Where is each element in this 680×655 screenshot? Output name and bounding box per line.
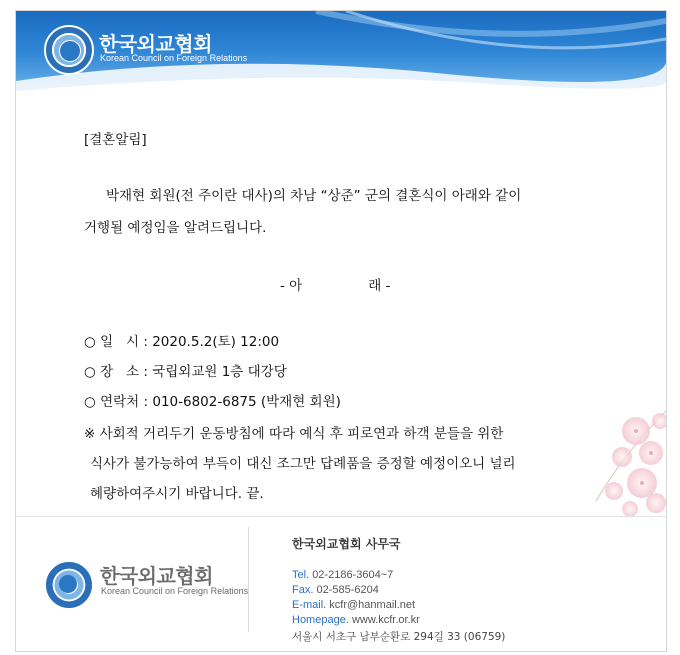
- address: 서울시 서초구 남부순환로 294길 33 (06759): [292, 631, 506, 643]
- note-line3: 혜량하여주시기 바랍니다. 끝.: [90, 486, 264, 502]
- detail-sep: :: [143, 334, 148, 350]
- bullet-icon: ○: [84, 394, 96, 410]
- fax-label: Fax.: [292, 584, 314, 596]
- header-org-name-en: Korean Council on Foreign Relations: [100, 53, 248, 63]
- homepage-line: [292, 614, 420, 626]
- detail-value: 국립외교원 1층 대강당: [152, 364, 287, 380]
- section-marker: [280, 274, 390, 294]
- tel-label: Tel.: [292, 569, 310, 581]
- bullet-icon: ○: [84, 334, 96, 350]
- detail-row-contact: [84, 390, 341, 410]
- detail-row-place: [84, 360, 287, 380]
- header-org-name: 한국외교협회: [99, 32, 212, 56]
- tel-line: [292, 569, 393, 581]
- footer: [16, 516, 666, 652]
- letter-frame: [15, 10, 667, 652]
- office-name: 한국외교협회 사무국: [292, 537, 401, 551]
- bullet-icon: ○: [84, 364, 96, 380]
- fax-value: 02-585-6204: [316, 584, 379, 596]
- footer-org-name: 한국외교협회: [100, 564, 213, 588]
- header-banner: [16, 11, 666, 113]
- footer-divider: [248, 527, 249, 632]
- note-line2: 식사가 불가능하여 부득이 대신 조그만 답례품을 증정할 예정이오니 널리: [90, 456, 516, 472]
- email-label: E-mail.: [292, 599, 327, 611]
- kcfr-emblem-icon: [44, 25, 94, 75]
- email-line: [292, 599, 415, 611]
- tel-value: 02-2186-3604~7: [312, 569, 394, 581]
- detail-value: 010-6802-6875 (박재현 회원): [152, 394, 341, 410]
- notice-title: [결혼알림]: [84, 132, 147, 148]
- detail-value: 2020.5.2(토) 12:00: [152, 334, 280, 350]
- cherry-blossom-decoration: [556, 391, 666, 521]
- detail-row-date: [84, 330, 279, 350]
- detail-label: 일 시: [100, 334, 140, 350]
- email-link[interactable]: kcfr@hanmail.net: [329, 599, 416, 611]
- detail-sep: :: [143, 364, 148, 380]
- notice-paragraph-line1: 박재현 회원(전 주이란 대사)의 차남 “상준” 군의 결혼식이 아래와 같이: [106, 188, 522, 204]
- section-marker-right: 래 -: [368, 278, 391, 294]
- homepage-link[interactable]: www.kcfr.or.kr: [351, 614, 420, 626]
- detail-label: 연락처: [100, 394, 140, 410]
- fax-line: [292, 584, 379, 596]
- detail-label: 장 소: [100, 364, 140, 380]
- note-line1: ※ 사회적 거리두기 운동방침에 따라 예식 후 피로연과 하객 분들을 위한: [84, 426, 504, 442]
- footer-org-name-en: Korean Council on Foreign Relations: [101, 586, 249, 596]
- notice-paragraph-line2: 거행될 예정임을 알려드립니다.: [84, 220, 267, 236]
- section-marker-left: - 아: [280, 278, 303, 294]
- homepage-label: Homepage.: [292, 614, 349, 626]
- footer-emblem-icon: [46, 562, 92, 608]
- detail-sep: :: [143, 394, 149, 410]
